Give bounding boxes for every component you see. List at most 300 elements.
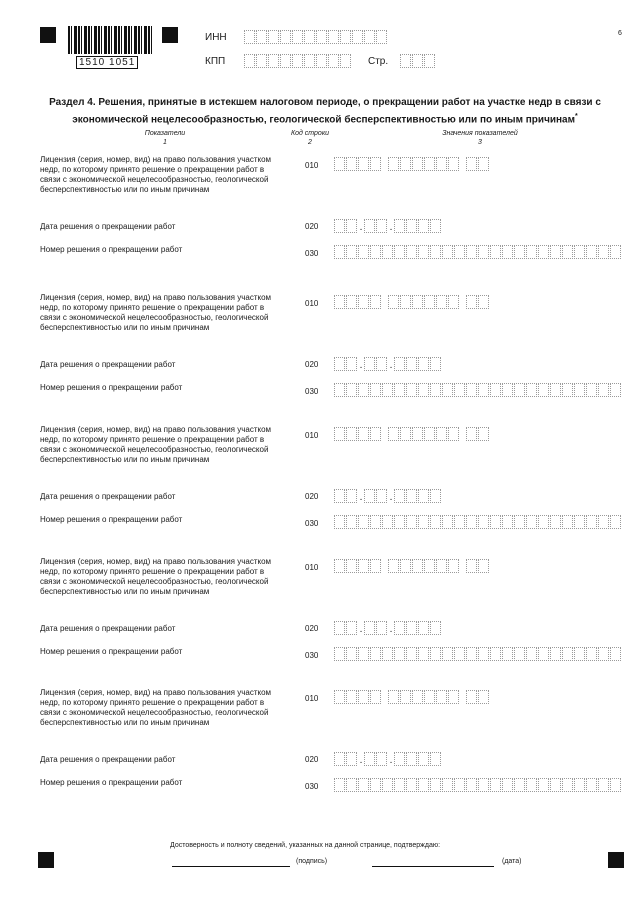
input-cell[interactable] bbox=[400, 54, 411, 68]
input-cell[interactable] bbox=[466, 245, 477, 259]
decision-date-cells[interactable] bbox=[334, 219, 442, 233]
input-cell[interactable] bbox=[400, 690, 411, 704]
input-cell[interactable] bbox=[478, 427, 489, 441]
input-cell[interactable] bbox=[358, 515, 369, 529]
input-cell[interactable] bbox=[478, 245, 489, 259]
input-cell[interactable] bbox=[382, 515, 393, 529]
input-cell[interactable] bbox=[466, 515, 477, 529]
confirmation-text: Достоверность и полноту сведений, указанных на данной странице, подтверждаю: bbox=[170, 842, 441, 849]
input-cell[interactable] bbox=[550, 245, 561, 259]
input-cell[interactable] bbox=[562, 778, 573, 792]
input-cell[interactable] bbox=[430, 778, 441, 792]
input-cell[interactable] bbox=[442, 245, 453, 259]
line-code-010: 010 bbox=[305, 694, 319, 703]
line-code-030: 030 bbox=[305, 519, 319, 528]
input-cell[interactable] bbox=[454, 245, 465, 259]
input-cell[interactable] bbox=[334, 245, 345, 259]
input-cell[interactable] bbox=[466, 427, 477, 441]
date-separator: . bbox=[359, 755, 363, 766]
line-code-020: 020 bbox=[305, 624, 319, 633]
line-code-010: 010 bbox=[305, 563, 319, 572]
input-cell[interactable] bbox=[406, 515, 417, 529]
input-cell[interactable] bbox=[334, 515, 345, 529]
input-cell[interactable] bbox=[412, 690, 423, 704]
input-cell[interactable] bbox=[424, 54, 435, 68]
input-cell[interactable] bbox=[490, 245, 501, 259]
input-cell[interactable] bbox=[610, 383, 621, 397]
input-cell[interactable] bbox=[430, 245, 441, 259]
column-header-values: Значения показателей 3 bbox=[442, 130, 518, 146]
input-cell[interactable] bbox=[346, 515, 357, 529]
input-cell[interactable] bbox=[304, 54, 315, 68]
input-cell[interactable] bbox=[400, 157, 411, 171]
input-cell[interactable] bbox=[598, 515, 609, 529]
input-cell[interactable] bbox=[448, 559, 459, 573]
input-cell[interactable] bbox=[394, 357, 405, 371]
input-cell[interactable] bbox=[502, 647, 513, 661]
input-cell[interactable] bbox=[478, 690, 489, 704]
line-code-020: 020 bbox=[305, 360, 319, 369]
input-cell[interactable] bbox=[466, 295, 477, 309]
date-separator: . bbox=[389, 360, 393, 371]
input-cell[interactable] bbox=[478, 383, 489, 397]
line-code-030: 030 bbox=[305, 387, 319, 396]
input-cell[interactable] bbox=[430, 357, 441, 371]
input-cell[interactable] bbox=[388, 157, 399, 171]
line-code-010: 010 bbox=[305, 299, 319, 308]
input-cell[interactable] bbox=[394, 515, 405, 529]
input-cell[interactable] bbox=[334, 559, 345, 573]
input-cell[interactable] bbox=[358, 647, 369, 661]
input-cell[interactable] bbox=[364, 357, 375, 371]
input-cell[interactable] bbox=[346, 621, 357, 635]
input-cell[interactable] bbox=[448, 295, 459, 309]
input-cell[interactable] bbox=[490, 647, 501, 661]
input-cell[interactable] bbox=[244, 54, 255, 68]
input-cell[interactable] bbox=[394, 489, 405, 503]
input-cell[interactable] bbox=[316, 54, 327, 68]
input-cell[interactable] bbox=[574, 245, 585, 259]
input-cell[interactable] bbox=[436, 559, 447, 573]
input-cell[interactable] bbox=[346, 383, 357, 397]
input-cell[interactable] bbox=[370, 647, 381, 661]
license-input-cells[interactable] bbox=[334, 157, 490, 171]
input-cell[interactable] bbox=[334, 489, 345, 503]
input-cell[interactable] bbox=[346, 245, 357, 259]
input-cell[interactable] bbox=[574, 515, 585, 529]
date-separator: . bbox=[359, 624, 363, 635]
input-cell[interactable] bbox=[346, 559, 357, 573]
decision-date-cells[interactable] bbox=[334, 752, 442, 766]
input-cell[interactable] bbox=[430, 383, 441, 397]
input-cell[interactable] bbox=[244, 30, 255, 44]
section-title-line1: Раздел 4. Решения, принятые в истекшем налоговом периоде, о прекращении работ на участке недр в связи с bbox=[49, 97, 601, 108]
input-cell[interactable] bbox=[346, 219, 357, 233]
input-cell[interactable] bbox=[526, 515, 537, 529]
input-cell[interactable] bbox=[430, 752, 441, 766]
input-cell[interactable] bbox=[598, 245, 609, 259]
input-cell[interactable] bbox=[364, 621, 375, 635]
input-cell[interactable] bbox=[526, 383, 537, 397]
date-separator: . bbox=[389, 222, 393, 233]
input-cell[interactable] bbox=[562, 515, 573, 529]
license-input-cells[interactable] bbox=[334, 295, 490, 309]
input-cell[interactable] bbox=[538, 245, 549, 259]
input-cell[interactable] bbox=[538, 515, 549, 529]
input-cell[interactable] bbox=[370, 427, 381, 441]
input-cell[interactable] bbox=[388, 559, 399, 573]
input-cell[interactable] bbox=[346, 778, 357, 792]
line-code-020: 020 bbox=[305, 492, 319, 501]
license-input-cells[interactable] bbox=[334, 690, 490, 704]
input-cell[interactable] bbox=[412, 157, 423, 171]
input-cell[interactable] bbox=[388, 295, 399, 309]
input-cell[interactable] bbox=[280, 54, 291, 68]
input-cell[interactable] bbox=[430, 647, 441, 661]
input-cell[interactable] bbox=[586, 383, 597, 397]
input-cell[interactable] bbox=[358, 778, 369, 792]
input-cell[interactable] bbox=[334, 295, 345, 309]
input-cell[interactable] bbox=[334, 647, 345, 661]
decision-date-cells[interactable] bbox=[334, 357, 442, 371]
input-cell[interactable] bbox=[376, 30, 387, 44]
input-cell[interactable] bbox=[586, 647, 597, 661]
input-cell[interactable] bbox=[412, 295, 423, 309]
input-cell[interactable] bbox=[598, 647, 609, 661]
input-cell[interactable] bbox=[610, 647, 621, 661]
corner-marker-top-left bbox=[40, 27, 56, 43]
input-cell[interactable] bbox=[538, 778, 549, 792]
input-cell[interactable] bbox=[574, 778, 585, 792]
input-cell[interactable] bbox=[400, 427, 411, 441]
input-cell[interactable] bbox=[400, 559, 411, 573]
input-cell[interactable] bbox=[502, 778, 513, 792]
input-cell[interactable] bbox=[478, 647, 489, 661]
page-corner-mark: 6 bbox=[618, 30, 622, 37]
input-cell[interactable] bbox=[352, 30, 363, 44]
input-cell[interactable] bbox=[358, 559, 369, 573]
input-cell[interactable] bbox=[394, 219, 405, 233]
input-cell[interactable] bbox=[478, 157, 489, 171]
input-cell[interactable] bbox=[370, 515, 381, 529]
input-cell[interactable] bbox=[424, 157, 435, 171]
input-cell[interactable] bbox=[358, 295, 369, 309]
input-cell[interactable] bbox=[514, 383, 525, 397]
input-cell[interactable] bbox=[418, 621, 429, 635]
signature-line[interactable] bbox=[172, 866, 290, 867]
input-cell[interactable] bbox=[550, 647, 561, 661]
input-cell[interactable] bbox=[466, 647, 477, 661]
input-cell[interactable] bbox=[334, 778, 345, 792]
input-cell[interactable] bbox=[502, 383, 513, 397]
input-cell[interactable] bbox=[346, 690, 357, 704]
input-cell[interactable] bbox=[598, 383, 609, 397]
input-cell[interactable] bbox=[382, 245, 393, 259]
input-cell[interactable] bbox=[598, 778, 609, 792]
input-cell[interactable] bbox=[490, 383, 501, 397]
input-cell[interactable] bbox=[406, 357, 417, 371]
input-cell[interactable] bbox=[370, 245, 381, 259]
input-cell[interactable] bbox=[424, 690, 435, 704]
input-cell[interactable] bbox=[442, 383, 453, 397]
input-cell[interactable] bbox=[436, 690, 447, 704]
input-cell[interactable] bbox=[586, 245, 597, 259]
license-label: Лицензия (серия, номер, вид) на право пользования участком недр, по которому принято решение о прекращении работ в связи с экономической нецелесообразностью, геологической бесперспективностью или по иным причинам bbox=[40, 557, 272, 596]
input-cell[interactable] bbox=[490, 515, 501, 529]
input-cell[interactable] bbox=[526, 245, 537, 259]
line-code-020: 020 bbox=[305, 222, 319, 231]
section-title-line2: экономической нецелесообразностью, геологической бесперспективностью или по иным причинам* bbox=[72, 113, 578, 126]
input-cell[interactable] bbox=[430, 515, 441, 529]
input-cell[interactable] bbox=[304, 30, 315, 44]
input-cell[interactable] bbox=[448, 157, 459, 171]
input-cell[interactable] bbox=[358, 427, 369, 441]
input-cell[interactable] bbox=[412, 427, 423, 441]
input-cell[interactable] bbox=[478, 295, 489, 309]
input-cell[interactable] bbox=[328, 30, 339, 44]
input-cell[interactable] bbox=[538, 383, 549, 397]
input-cell[interactable] bbox=[466, 690, 477, 704]
input-cell[interactable] bbox=[370, 778, 381, 792]
input-cell[interactable] bbox=[364, 752, 375, 766]
input-cell[interactable] bbox=[346, 489, 357, 503]
input-cell[interactable] bbox=[364, 219, 375, 233]
input-cell[interactable] bbox=[418, 515, 429, 529]
input-cell[interactable] bbox=[550, 515, 561, 529]
input-cell[interactable] bbox=[334, 621, 345, 635]
input-cell[interactable] bbox=[550, 383, 561, 397]
input-cell[interactable] bbox=[424, 427, 435, 441]
input-cell[interactable] bbox=[382, 383, 393, 397]
input-cell[interactable] bbox=[418, 778, 429, 792]
input-cell[interactable] bbox=[442, 515, 453, 529]
input-cell[interactable] bbox=[454, 383, 465, 397]
line-code-010: 010 bbox=[305, 431, 319, 440]
input-cell[interactable] bbox=[376, 489, 387, 503]
decision-date-label: Дата решения о прекращении работ bbox=[40, 755, 176, 764]
input-cell[interactable] bbox=[442, 647, 453, 661]
decision-number-cells[interactable] bbox=[334, 383, 622, 397]
input-cell[interactable] bbox=[370, 383, 381, 397]
input-cell[interactable] bbox=[394, 778, 405, 792]
input-cell[interactable] bbox=[334, 690, 345, 704]
input-cell[interactable] bbox=[406, 752, 417, 766]
input-cell[interactable] bbox=[334, 357, 345, 371]
input-cell[interactable] bbox=[526, 778, 537, 792]
input-cell[interactable] bbox=[418, 489, 429, 503]
input-cell[interactable] bbox=[382, 647, 393, 661]
input-cell[interactable] bbox=[334, 157, 345, 171]
input-cell[interactable] bbox=[370, 690, 381, 704]
input-cell[interactable] bbox=[430, 621, 441, 635]
input-cell[interactable] bbox=[406, 219, 417, 233]
input-cell[interactable] bbox=[454, 647, 465, 661]
decision-date-cells[interactable] bbox=[334, 489, 442, 503]
input-cell[interactable] bbox=[256, 54, 267, 68]
input-cell[interactable] bbox=[562, 647, 573, 661]
input-cell[interactable] bbox=[466, 383, 477, 397]
input-cell[interactable] bbox=[454, 515, 465, 529]
signature-caption: (подпись) bbox=[296, 858, 328, 865]
input-cell[interactable] bbox=[394, 245, 405, 259]
input-cell[interactable] bbox=[370, 157, 381, 171]
input-cell[interactable] bbox=[610, 515, 621, 529]
input-cell[interactable] bbox=[550, 778, 561, 792]
input-cell[interactable] bbox=[394, 383, 405, 397]
input-cell[interactable] bbox=[466, 559, 477, 573]
input-cell[interactable] bbox=[502, 245, 513, 259]
input-cell[interactable] bbox=[538, 647, 549, 661]
input-cell[interactable] bbox=[448, 690, 459, 704]
input-cell[interactable] bbox=[478, 515, 489, 529]
date-separator: . bbox=[359, 222, 363, 233]
input-cell[interactable] bbox=[586, 515, 597, 529]
input-cell[interactable] bbox=[394, 647, 405, 661]
input-cell[interactable] bbox=[424, 295, 435, 309]
input-cell[interactable] bbox=[574, 383, 585, 397]
input-cell[interactable] bbox=[406, 621, 417, 635]
input-cell[interactable] bbox=[292, 30, 303, 44]
input-cell[interactable] bbox=[562, 245, 573, 259]
input-cell[interactable] bbox=[430, 489, 441, 503]
input-cell[interactable] bbox=[394, 752, 405, 766]
date-line[interactable] bbox=[372, 866, 494, 867]
input-cell[interactable] bbox=[346, 357, 357, 371]
license-input-cells[interactable] bbox=[334, 559, 490, 573]
input-cell[interactable] bbox=[340, 54, 351, 68]
input-cell[interactable] bbox=[466, 778, 477, 792]
input-cell[interactable] bbox=[376, 621, 387, 635]
input-cell[interactable] bbox=[586, 778, 597, 792]
decision-number-label: Номер решения о прекращении работ bbox=[40, 383, 183, 392]
decision-date-label: Дата решения о прекращении работ bbox=[40, 624, 176, 633]
input-cell[interactable] bbox=[442, 778, 453, 792]
input-cell[interactable] bbox=[436, 295, 447, 309]
input-cell[interactable] bbox=[406, 778, 417, 792]
input-cell[interactable] bbox=[514, 778, 525, 792]
input-cell[interactable] bbox=[280, 30, 291, 44]
input-cell[interactable] bbox=[574, 647, 585, 661]
input-cell[interactable] bbox=[358, 245, 369, 259]
input-cell[interactable] bbox=[418, 219, 429, 233]
input-cell[interactable] bbox=[448, 427, 459, 441]
input-cell[interactable] bbox=[418, 647, 429, 661]
input-cell[interactable] bbox=[418, 383, 429, 397]
date-separator: . bbox=[389, 624, 393, 635]
input-cell[interactable] bbox=[256, 30, 267, 44]
input-cell[interactable] bbox=[268, 54, 279, 68]
license-label: Лицензия (серия, номер, вид) на право пользования участком недр, по которому принято решение о прекращении работ в связи с экономической нецелесообразностью, геологической бесперспективностью или по иным причинам bbox=[40, 425, 272, 464]
input-cell[interactable] bbox=[424, 559, 435, 573]
input-cell[interactable] bbox=[400, 295, 411, 309]
decision-number-cells[interactable] bbox=[334, 778, 622, 792]
input-cell[interactable] bbox=[436, 427, 447, 441]
decision-number-cells[interactable] bbox=[334, 515, 622, 529]
input-cell[interactable] bbox=[412, 559, 423, 573]
decision-date-label: Дата решения о прекращении работ bbox=[40, 222, 176, 231]
inn-input-cells[interactable] bbox=[244, 30, 388, 44]
input-cell[interactable] bbox=[394, 621, 405, 635]
input-cell[interactable] bbox=[292, 54, 303, 68]
input-cell[interactable] bbox=[364, 489, 375, 503]
input-cell[interactable] bbox=[418, 752, 429, 766]
input-cell[interactable] bbox=[358, 383, 369, 397]
input-cell[interactable] bbox=[478, 559, 489, 573]
input-cell[interactable] bbox=[370, 295, 381, 309]
input-cell[interactable] bbox=[430, 219, 441, 233]
input-cell[interactable] bbox=[514, 515, 525, 529]
input-cell[interactable] bbox=[502, 515, 513, 529]
page-number-cells[interactable] bbox=[400, 54, 436, 68]
input-cell[interactable] bbox=[334, 219, 345, 233]
input-cell[interactable] bbox=[358, 157, 369, 171]
input-cell[interactable] bbox=[334, 752, 345, 766]
input-cell[interactable] bbox=[346, 295, 357, 309]
input-cell[interactable] bbox=[364, 30, 375, 44]
input-cell[interactable] bbox=[268, 30, 279, 44]
input-cell[interactable] bbox=[388, 427, 399, 441]
input-cell[interactable] bbox=[406, 245, 417, 259]
input-cell[interactable] bbox=[436, 157, 447, 171]
input-cell[interactable] bbox=[376, 752, 387, 766]
input-cell[interactable] bbox=[478, 778, 489, 792]
input-cell[interactable] bbox=[406, 383, 417, 397]
input-cell[interactable] bbox=[514, 245, 525, 259]
input-cell[interactable] bbox=[412, 54, 423, 68]
license-input-cells[interactable] bbox=[334, 427, 490, 441]
input-cell[interactable] bbox=[610, 245, 621, 259]
page-label: Стр. bbox=[368, 56, 389, 67]
input-cell[interactable] bbox=[418, 357, 429, 371]
input-cell[interactable] bbox=[346, 647, 357, 661]
corner-marker-bottom-left bbox=[38, 852, 54, 868]
input-cell[interactable] bbox=[490, 778, 501, 792]
input-cell[interactable] bbox=[334, 383, 345, 397]
decision-number-cells[interactable] bbox=[334, 647, 622, 661]
input-cell[interactable] bbox=[382, 778, 393, 792]
input-cell[interactable] bbox=[334, 427, 345, 441]
input-cell[interactable] bbox=[388, 690, 399, 704]
corner-marker-bottom-right bbox=[608, 852, 624, 868]
input-cell[interactable] bbox=[376, 357, 387, 371]
input-cell[interactable] bbox=[466, 157, 477, 171]
input-cell[interactable] bbox=[340, 30, 351, 44]
kpp-input-cells[interactable] bbox=[244, 54, 352, 68]
decision-date-cells[interactable] bbox=[334, 621, 442, 635]
input-cell[interactable] bbox=[526, 647, 537, 661]
input-cell[interactable] bbox=[406, 489, 417, 503]
license-label: Лицензия (серия, номер, вид) на право пользования участком недр, по которому принято решение о прекращении работ в связи с экономической нецелесообразностью, геологической бесперспективностью или по иным причинам bbox=[40, 688, 272, 727]
input-cell[interactable] bbox=[418, 245, 429, 259]
input-cell[interactable] bbox=[370, 559, 381, 573]
input-cell[interactable] bbox=[328, 54, 339, 68]
input-cell[interactable] bbox=[562, 383, 573, 397]
input-cell[interactable] bbox=[610, 778, 621, 792]
input-cell[interactable] bbox=[406, 647, 417, 661]
input-cell[interactable] bbox=[376, 219, 387, 233]
date-separator: . bbox=[389, 492, 393, 503]
input-cell[interactable] bbox=[454, 778, 465, 792]
input-cell[interactable] bbox=[316, 30, 327, 44]
kpp-label: КПП bbox=[205, 56, 226, 67]
input-cell[interactable] bbox=[346, 427, 357, 441]
input-cell[interactable] bbox=[358, 690, 369, 704]
input-cell[interactable] bbox=[346, 752, 357, 766]
input-cell[interactable] bbox=[514, 647, 525, 661]
decision-number-cells[interactable] bbox=[334, 245, 622, 259]
input-cell[interactable] bbox=[346, 157, 357, 171]
section-title bbox=[30, 96, 620, 127]
